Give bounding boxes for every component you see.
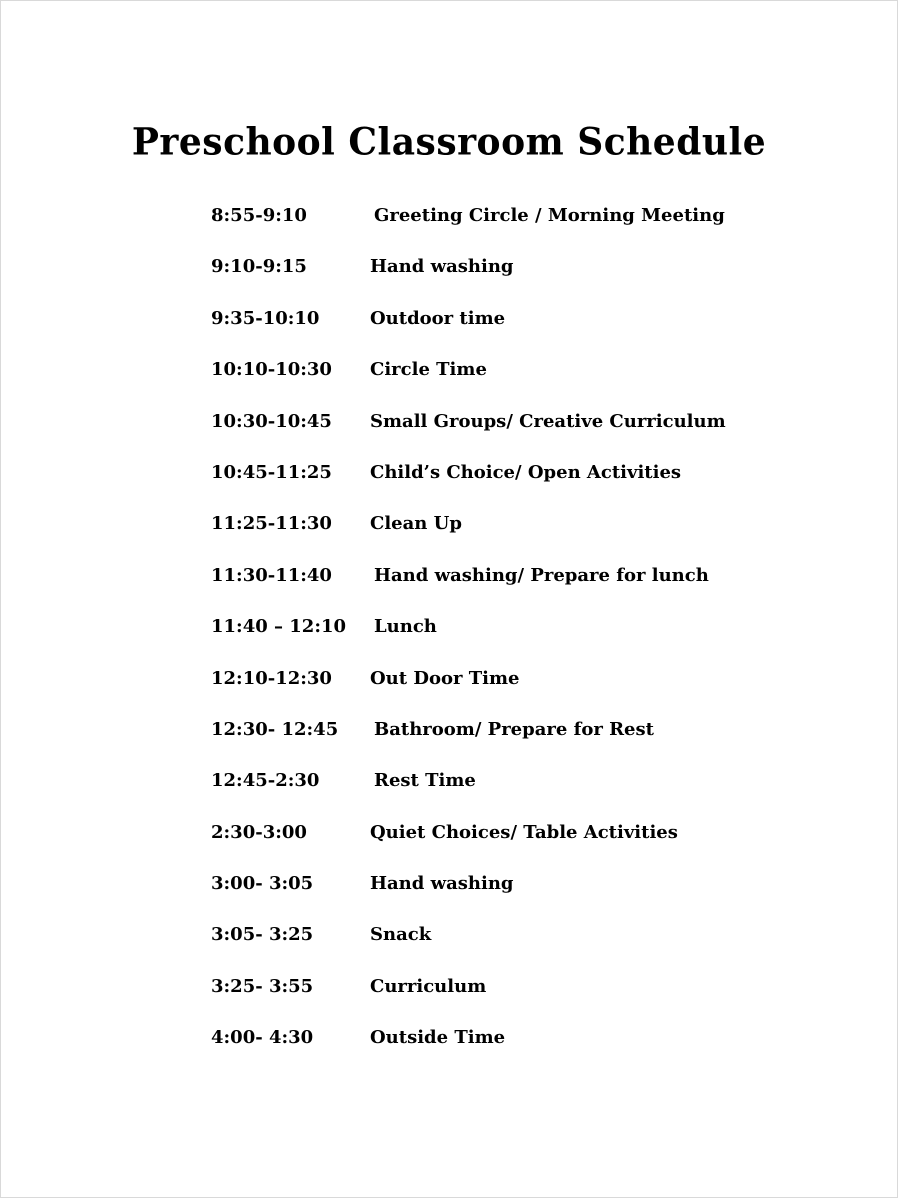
schedule-activity: Bathroom/ Prepare for Rest xyxy=(374,718,654,740)
schedule-activity: Greeting Circle / Morning Meeting xyxy=(374,205,725,226)
schedule-row xyxy=(211,917,771,968)
schedule-activity: Clean Up xyxy=(370,513,462,535)
schedule-row xyxy=(211,815,771,866)
schedule-time: 12:30- 12:45 xyxy=(211,718,339,740)
schedule-time: 12:10-12:30 xyxy=(211,667,332,689)
schedule-activity: Lunch xyxy=(374,616,437,638)
schedule-time: 11:25-11:30 xyxy=(211,513,332,535)
schedule-activity: Rest Time xyxy=(374,770,476,792)
schedule-row xyxy=(211,506,771,557)
schedule-activity: Outside Time xyxy=(370,1027,506,1049)
schedule-activity: Out Door Time xyxy=(370,667,520,689)
schedule-activity: Small Groups/ Creative Curriculum xyxy=(370,410,726,432)
schedule-activity: Curriculum xyxy=(370,975,487,997)
schedule-row xyxy=(211,352,771,403)
schedule-time: 3:05- 3:25 xyxy=(211,924,314,946)
schedule-activity: Hand washing/ Prepare for lunch xyxy=(374,564,709,586)
schedule-time: 4:00- 4:30 xyxy=(211,1027,314,1049)
schedule-time: 9:35-10:10 xyxy=(211,307,320,329)
schedule-row xyxy=(211,1020,771,1071)
schedule-time: 11:40 – 12:10 xyxy=(211,616,347,638)
schedule-list xyxy=(211,198,771,1072)
schedule-time: 11:30-11:40 xyxy=(211,564,332,586)
schedule-activity: Snack xyxy=(370,924,432,946)
schedule-row xyxy=(211,558,771,609)
schedule-row xyxy=(211,866,771,917)
schedule-row xyxy=(211,301,771,352)
schedule-row xyxy=(211,249,771,300)
page-title: Preschool Classroom Schedule xyxy=(131,119,767,165)
schedule-activity: Circle Time xyxy=(370,359,487,381)
schedule-row xyxy=(211,969,771,1020)
schedule-activity: Outdoor time xyxy=(370,307,506,329)
schedule-row xyxy=(211,661,771,712)
schedule-row xyxy=(211,404,771,455)
schedule-time: 10:30-10:45 xyxy=(211,410,332,432)
schedule-row xyxy=(211,712,771,763)
schedule-row xyxy=(211,609,771,660)
schedule-time: 10:45-11:25 xyxy=(211,461,332,483)
schedule-activity: Quiet Choices/ Table Activities xyxy=(370,821,678,843)
schedule-activity: Child’s Choice/ Open Activities xyxy=(370,461,682,483)
schedule-time: 3:25- 3:55 xyxy=(211,975,314,997)
schedule-time: 2:30-3:00 xyxy=(211,821,307,843)
schedule-time: 3:00- 3:05 xyxy=(211,873,314,895)
schedule-row xyxy=(211,455,771,506)
schedule-activity: Hand washing xyxy=(370,873,514,895)
schedule-time: 12:45-2:30 xyxy=(211,770,320,792)
schedule-time: 8:55-9:10 xyxy=(211,205,307,226)
schedule-time: 9:10-9:15 xyxy=(211,256,307,278)
schedule-row xyxy=(211,763,771,814)
schedule-time: 10:10-10:30 xyxy=(211,359,332,381)
schedule-activity: Hand washing xyxy=(370,256,514,278)
schedule-row xyxy=(211,198,771,249)
